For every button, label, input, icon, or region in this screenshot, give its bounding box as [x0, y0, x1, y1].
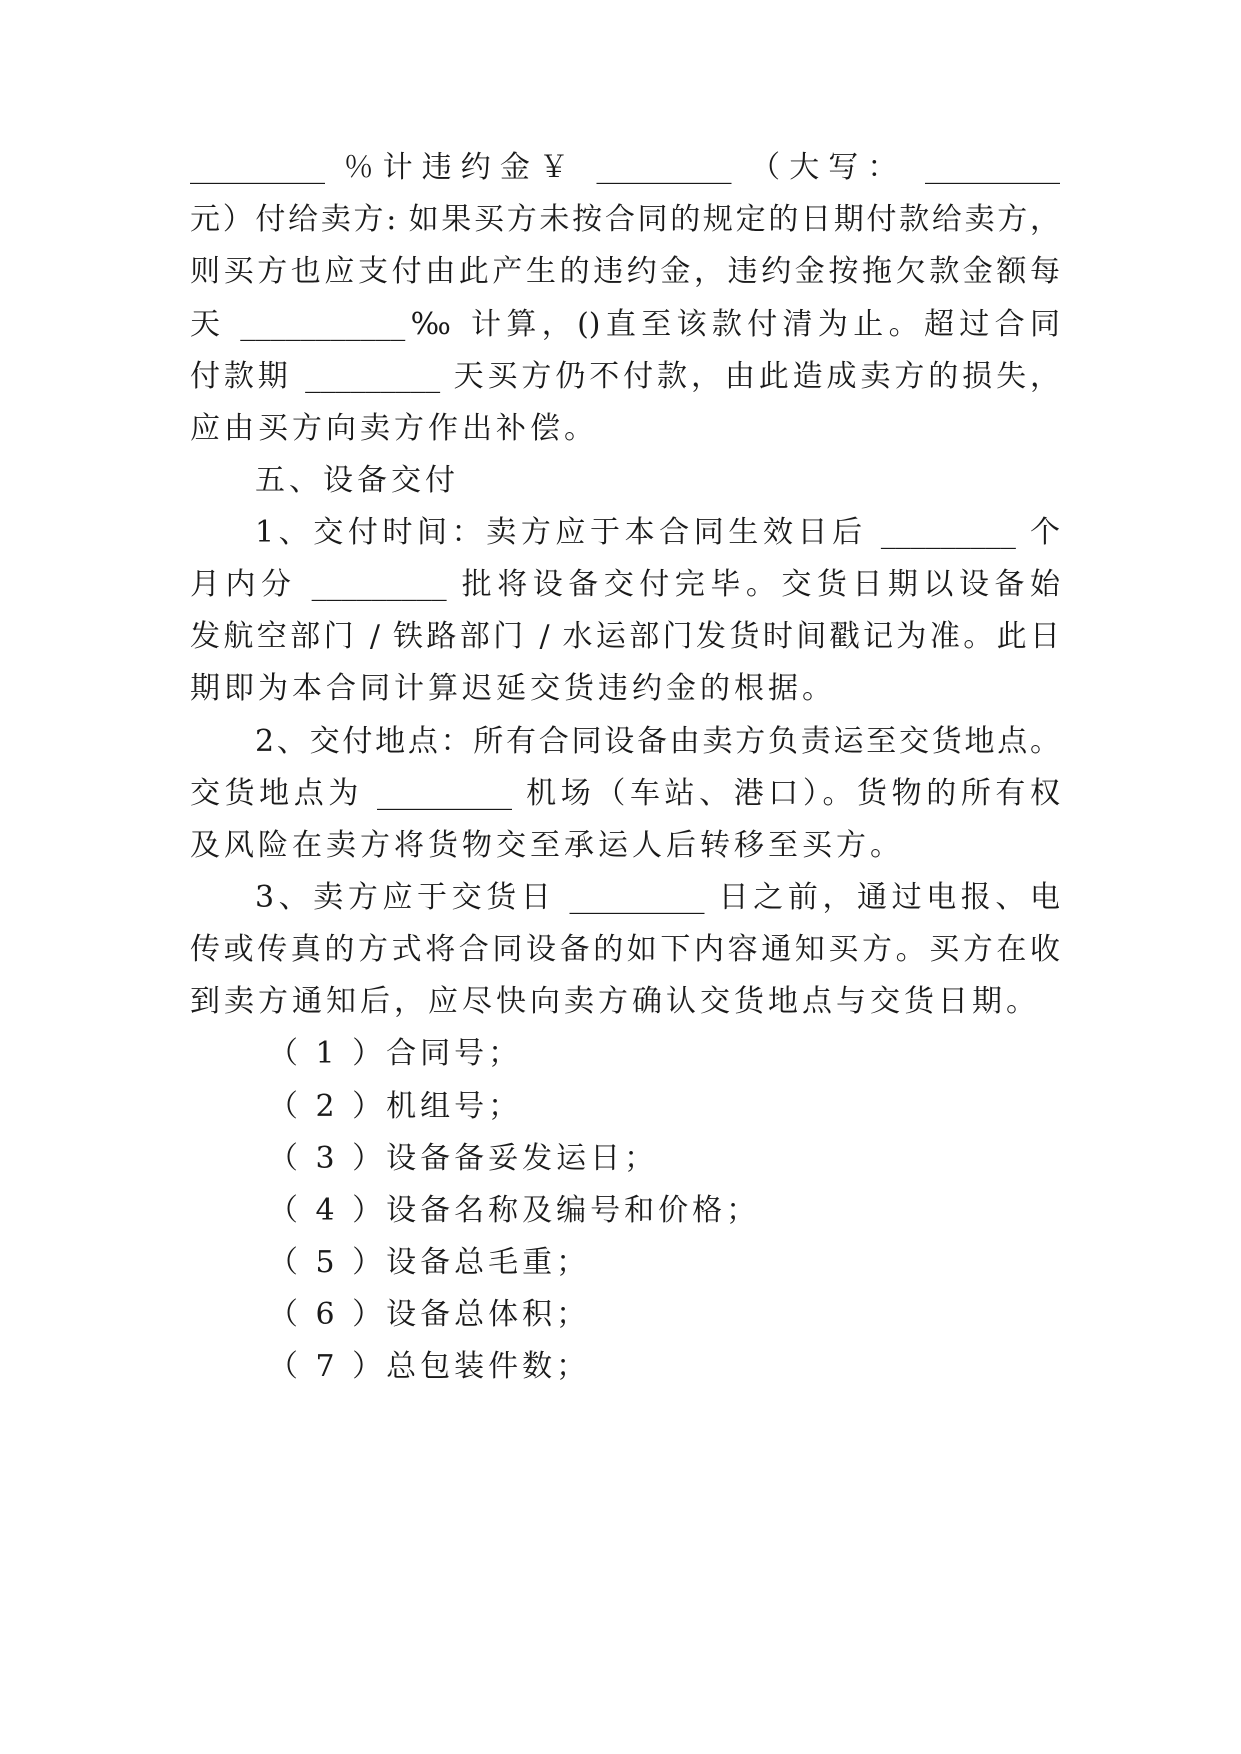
list-item: （ 3 ）设备备妥发运日；: [268, 1141, 659, 1176]
text-line: 交货地点为 _________ 机场（车站、港口）。货物的所有权: [190, 776, 1060, 811]
text-line: 及风险在卖方将货物交至承运人后转移至买方。: [190, 828, 904, 863]
list-item: （ 1 ）合同号；: [268, 1036, 523, 1071]
text-line: _________ ％计违约金￥ _________ （大写： _________: [190, 150, 1060, 185]
list-item: （ 4 ）设备名称及编号和价格；: [268, 1193, 761, 1228]
text-line: 元）付给卖方: 如果买方未按合同的规定的日期付款给卖方，: [190, 202, 1060, 237]
list-item: （ 6 ）设备总体积；: [268, 1297, 591, 1332]
text-line: 付款期 _________ 天买方仍不付款，由此造成卖方的损失，: [190, 359, 1060, 394]
text-line: 到卖方通知后，应尽快向卖方确认交货地点与交货日期。: [190, 984, 1040, 1019]
text-line: 发航空部门 / 铁路部门 / 水运部门发货时间戳记为准。此日: [190, 619, 1060, 654]
text-line: 月内分 _________ 批将设备交付完毕。交货日期以设备始: [190, 567, 1060, 602]
section-heading: 五、设备交付: [255, 463, 459, 498]
text-line: 应由买方向卖方作出补偿。: [190, 411, 598, 446]
text-line: 传或传真的方式将合同设备的如下内容通知买方。买方在收: [190, 932, 1060, 967]
text-line: 3、卖方应于交货日 _________ 日之前，通过电报、电: [255, 880, 1060, 915]
list-item: （ 7 ）总包装件数；: [268, 1349, 591, 1384]
text-line: 天 ___________‰ 计算，()直至该款付清为止。超过合同: [190, 307, 1060, 342]
text-line: 2、交付地点：所有合同设备由卖方负责运至交货地点。: [255, 724, 1060, 759]
text-line: 1、交付时间：卖方应于本合同生效日后 _________ 个: [255, 515, 1060, 550]
text-line: 则买方也应支付由此产生的违约金，违约金按拖欠款金额每: [190, 254, 1060, 289]
list-item: （ 5 ）设备总毛重；: [268, 1245, 591, 1280]
text-line: 期即为本合同计算迟延交货违约金的根据。: [190, 671, 836, 706]
list-item: （ 2 ）机组号；: [268, 1089, 523, 1124]
